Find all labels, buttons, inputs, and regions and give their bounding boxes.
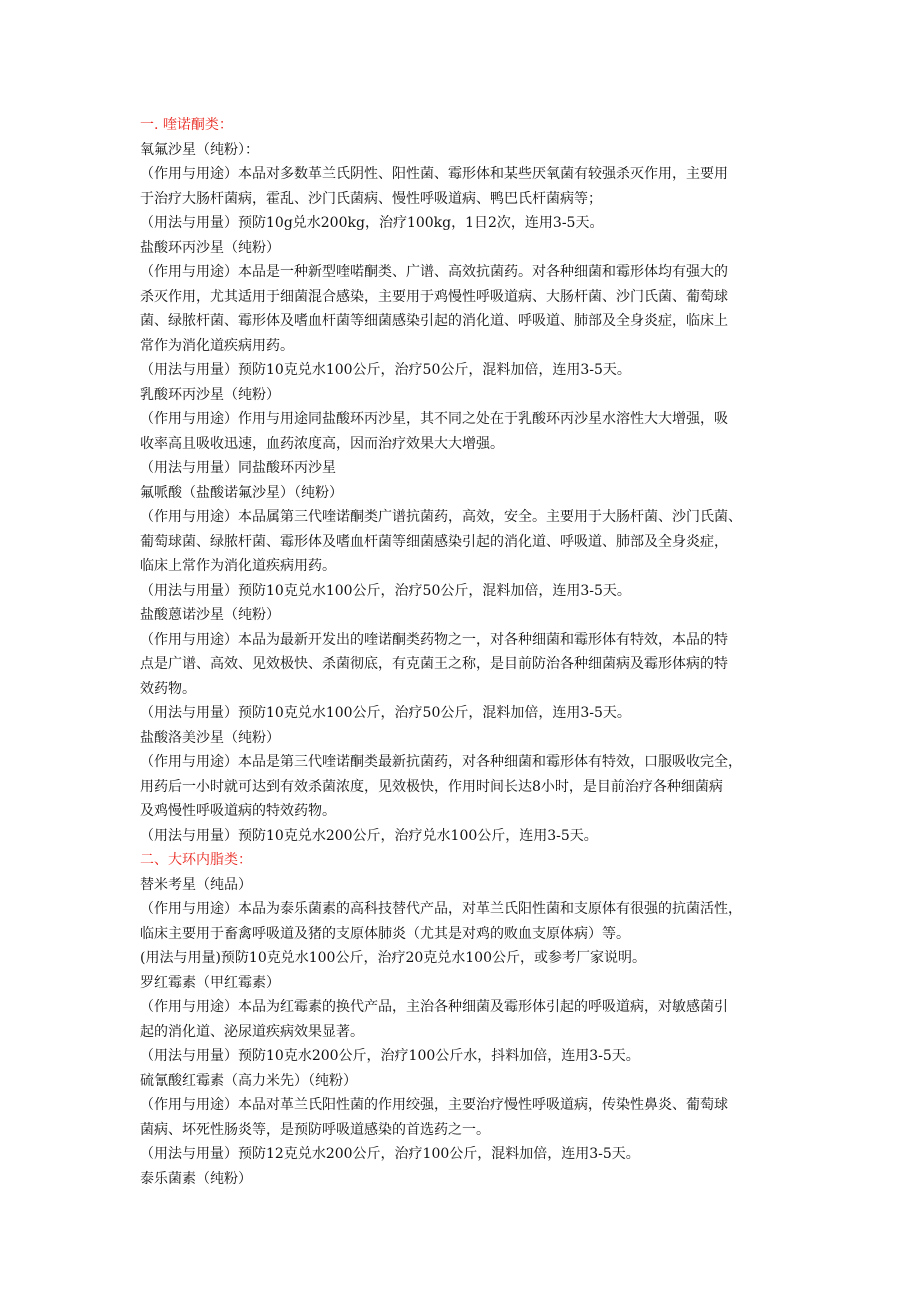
usage-line: 收率高且吸收迅速，血药浓度高，因而治疗效果大大增强。: [140, 435, 504, 452]
usage-line: （作用与用途）本品是第三代喹诺酮类最新抗菌药，对各种细菌和霉形体有特效，口服吸收完全，: [140, 754, 742, 770]
drug-entry: [140, 873, 800, 971]
drug-name: 盐酸洛美沙星（纯粉）: [140, 729, 280, 746]
drug-name: 替米考星（纯品）: [140, 876, 252, 893]
dosage-line: （用法与用量）预防10克水200公斤，治疗100公斤水，抖料加倍，连用3-5天。: [140, 1048, 640, 1064]
dosage-line: （用法与用量）预防10克兑水200公斤，治疗兑水100公斤，连用3-5天。: [140, 827, 598, 844]
drug-name: 乳酸环丙沙星（纯粉）: [140, 386, 280, 403]
usage-line: 于治疗大肠杆菌病，霍乱、沙门氏菌病、慢性呼吸道病、鸭巴氏杆菌病等；: [140, 190, 602, 207]
document-body: [140, 113, 800, 1191]
drug-name: 罗红霉素（甲红霉素）: [140, 974, 280, 991]
usage-line: （作用与用途）本品为最新开发出的喹诺酮类药物之一，对各种细菌和霉形体有特效，本品的特: [140, 631, 728, 648]
dosage-line: （用法与用量）同盐酸环丙沙星: [140, 460, 336, 476]
drug-section: [140, 848, 800, 1191]
usage-line: （作用与用途）本品对革兰氏阳性菌的作用绞强，主要治疗慢性呼吸道病，传染性鼻炎、葡萄球: [140, 1097, 728, 1113]
usage-line: 临床上常作为消化道疾病用药。: [140, 558, 336, 574]
drug-entry: [140, 1069, 800, 1167]
dosage-line: （用法与用量）预防10克兑水100公斤，治疗50公斤，混料加倍，连用3-5天。: [140, 705, 631, 721]
usage-line: 葡萄球菌、绿脓杆菌、霉形体及嗜血杆菌等细菌感染引起的消化道、呼吸道、肺部及全身炎症，: [140, 533, 728, 550]
usage-line: （作用与用途）本品属第三代喹诺酮类广谱抗菌药，高效，安全。主要用于大肠杆菌、沙门氏菌、: [140, 509, 742, 525]
usage-line: 及鸡慢性呼吸道病的特效药物。: [140, 803, 336, 819]
section-heading: 二、大环内脂类：: [140, 852, 252, 868]
usage-line: 临床主要用于畜禽呼吸道及猪的支原体肺炎（尤其是对鸡的败血支原体病）等。: [140, 925, 630, 942]
usage-line: （作用与用途）作用与用途同盐酸环丙沙星，其不同之处在于乳酸环丙沙星水溶性大大增强，吸: [140, 411, 728, 427]
drug-entry: [140, 481, 800, 604]
dosage-line: （用法与用量）预防10克兑水100公斤，治疗50公斤，混料加倍，连用3-5天。: [140, 362, 631, 378]
drug-name: 泰乐菌素（纯粉）: [140, 1170, 252, 1187]
dosage-line: （用法与用量）预防10克兑水100公斤，治疗50公斤，混料加倍，连用3-5天。: [140, 582, 631, 599]
usage-line: 常作为消化道疾病用药。: [140, 337, 294, 354]
watermark: www.zixin.com.cn: [300, 596, 683, 634]
drug-name: 氟哌酸（盐酸诺氟沙星）（纯粉）: [140, 484, 343, 501]
drug-name: 盐酸蒽诺沙星（纯粉）: [140, 607, 280, 623]
usage-line: （作用与用途）本品为红霉素的换代产品，主治各种细菌及霉形体引起的呼吸道病，对敏感菌引: [140, 999, 728, 1015]
usage-line: （作用与用途）本品是一种新型喹喏酮类、广谱、高效抗菌药。对各种细菌和霉形体均有强大的: [140, 264, 728, 280]
drug-entry: [140, 138, 800, 236]
drug-entry: [140, 971, 800, 1069]
drug-name: 氧氟沙星（纯粉）：: [140, 141, 259, 158]
usage-line: 效药物。: [140, 680, 196, 697]
usage-line: （作用与用途）本品为泰乐菌素的高科技替代产品，对革兰氏阳性菌和支原体有很强的抗菌活性，: [140, 901, 742, 917]
drug-name: 盐酸环丙沙星（纯粉）: [140, 239, 280, 256]
section-heading: 一. 喹诺酮类：: [140, 117, 233, 133]
usage-line: 起的消化道、泌尿道疾病效果显著。: [140, 1023, 364, 1040]
usage-line: 菌病、坏死性肠炎等，是预防呼吸道感染的首选药之一。: [140, 1121, 490, 1138]
usage-line: 点是广谱、高效、见效极快、杀菌彻底，有克菌王之称，是目前防治各种细菌病及霉形体病的特: [140, 656, 728, 672]
usage-line: 杀灭作用，尤其适用于细菌混合感染，主要用于鸡慢性呼吸道病、大肠杆菌、沙门氏菌、葡萄球: [140, 288, 728, 305]
dosage-line: (用法与用量)预防10克兑水100公斤，治疗20克兑水100公斤，或参考厂家说明。: [140, 950, 646, 966]
dosage-line: （用法与用量）预防10g兑水200kg，治疗100kg，1日2次，连用3-5天。: [140, 215, 604, 231]
usage-line: 用药后一小时就可达到有效杀菌浓度，见效极快，作用时间长达8小时，是目前治疗各种细菌病: [140, 778, 723, 795]
drug-entry: [140, 236, 800, 383]
drug-name: 硫氰酸红霉素（高力米先）（纯粉）: [140, 1072, 357, 1089]
usage-line: （作用与用途）本品对多数革兰氏阴性、阳性菌、霉形体和某些厌氧菌有较强杀灭作用，主要用: [140, 166, 728, 182]
drug-entry: [140, 1167, 800, 1192]
drug-entry: [140, 383, 800, 481]
drug-entry: [140, 603, 800, 726]
dosage-line: （用法与用量）预防12克兑水200公斤，治疗100公斤，混料加倍，连用3-5天。: [140, 1146, 640, 1162]
drug-section: [140, 113, 800, 848]
usage-line: 菌、绿脓杆菌、霉形体及嗜血杆菌等细菌感染引起的消化道、呼吸道、肺部及全身炎症，临床上: [140, 313, 728, 329]
drug-entry: [140, 726, 800, 849]
